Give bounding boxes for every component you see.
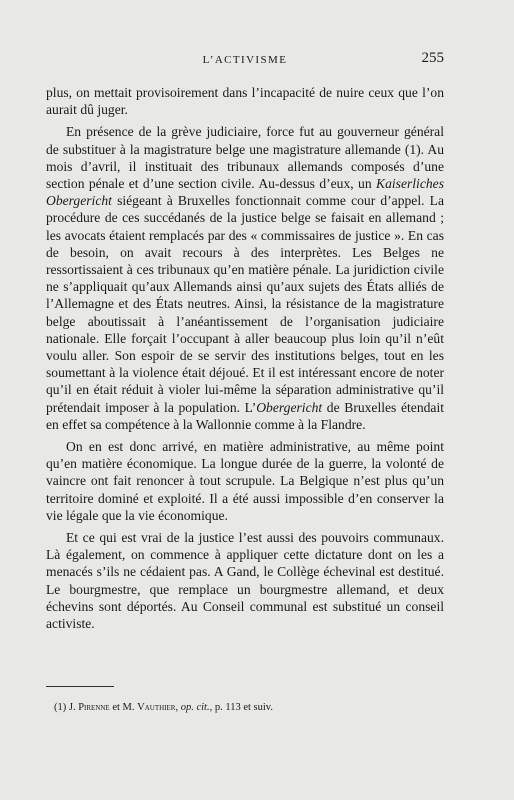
footnote-sep: , xyxy=(175,702,181,713)
text-run: Et ce qui est vrai de la justice l’est aussi des pouvoirs communaux. Là également, on commence à appliquer cette dictature dont on les a menacés s’ils ne cédaient pas. A Gand, le Collège échevinal est destitué. Le bourgmestre, que remplace un bourgmestre allemand, et deux échevins sont déportés. Au Conseil communal est substitué un conseil activiste. xyxy=(46,530,444,632)
footnote-tail: , p. 113 et suiv. xyxy=(209,702,273,713)
running-title: L’ACTIVISME xyxy=(202,54,288,66)
paragraph xyxy=(46,438,444,524)
footnote-author-2: Vauthier xyxy=(137,702,176,713)
text-run: En présence de la grève judiciaire, force fut au gouverneur général de substituer à la magistrature belge une magistrature allemande (1). Au mois d’avril, il instituait des tribunaux allemands composés d’une section pénale et d’une section civile. Au-dessus d’eux, un xyxy=(46,124,444,192)
italic-term: Obergericht xyxy=(256,399,323,415)
page-number: 255 xyxy=(421,50,444,66)
footnote xyxy=(54,701,444,714)
italic-term: Kaiserliches Obergericht xyxy=(46,176,444,209)
footnote-separator xyxy=(46,686,114,687)
text-run: siégeant à Bruxelles fonctionnait comme cour d’appel. La procédure de ces succédanés de la justice belge se faisait en allemand ; les avocats étaient remplacés par des « commissaires de justice ». En cas de besoin, on avait recours à des interprètes. Les Belges ne ressortissaient à ces tribunaux qu’en matière pénale. La juridiction civile ne s’appliquait qu’aux Allemands ainsi qu’aux sujets des États alliés de l’Allemagne et des États neutres. Ainsi, la résistance de la magistrature belge aboutissait à l’anéantissement de l’organisation judiciaire nationale. Elle forçait l’occupant à aller beaucoup plus loin qu’il n’eût voulu aller. Son espoir de se servir des institutions belges, tout en les soumettant à la violence était déjoué. Et il est intéressant encore de noter qu’il en était réduit à violer lui-même la séparation administrative qu’il prétendait imposer à la population. L’ xyxy=(46,193,444,415)
page-header xyxy=(46,50,444,70)
paragraph xyxy=(46,123,444,433)
footnote-connector: et M. xyxy=(109,702,138,713)
paragraph xyxy=(46,84,444,118)
text-run: On en est donc arrivé, en matière administrative, au même point qu’en matière économique. La longue durée de la guerre, la volonté de vaincre ont fait renoncer à tout scrupule. La Belgique n’est plus qu’un territoire dominé et exploité. Il a été aussi impossible d’en conserver la vie légale que la vie économique. xyxy=(46,439,444,523)
paragraph xyxy=(46,529,444,632)
text-run: de Bruxelles étendait en effet sa compétence à la Wallonnie comme à la Flandre. xyxy=(46,399,444,432)
footnote-ref: op. cit. xyxy=(180,702,210,713)
body-text xyxy=(46,84,444,632)
footnote-marker: (1) xyxy=(54,702,67,713)
text-run: plus, on mettait provisoirement dans l’incapacité de nuire ceux que l’on aurait dû juger. xyxy=(46,85,444,118)
footnote-author-1: J. Pirenne xyxy=(68,702,110,713)
